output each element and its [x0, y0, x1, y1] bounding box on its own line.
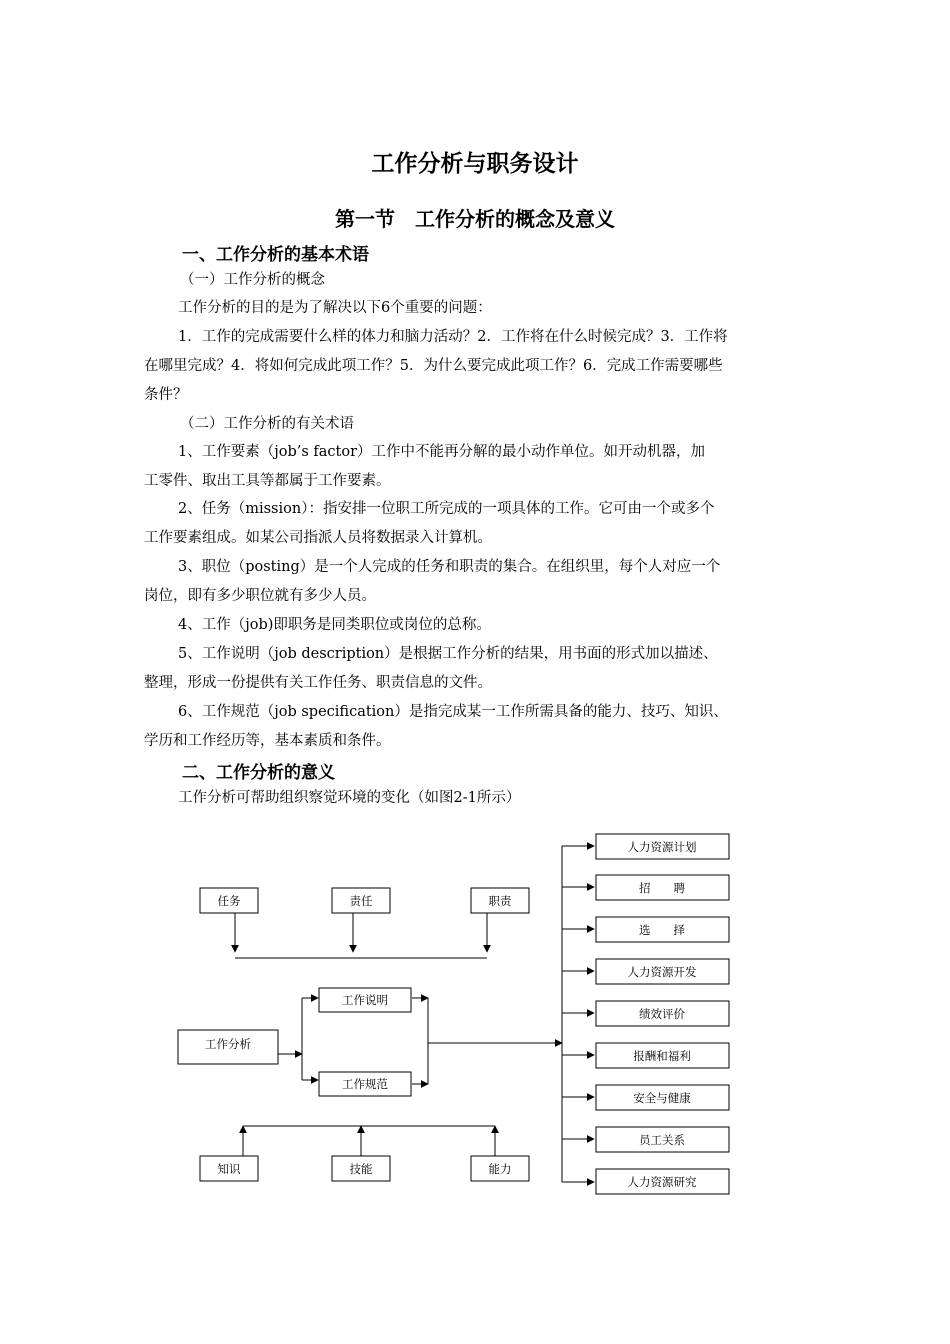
term-mission: 2、任务（mission）：指安排一位职工所完成的一项具体的工作。它可由一个或多个 [178, 501, 715, 517]
subheading-terms: （二）工作分析的有关术语 [180, 416, 354, 432]
section-title: 第一节 工作分析的概念及意义 [335, 207, 615, 231]
paragraph-purpose: 工作分析的目的是为了解决以下6个重要的问题： [178, 300, 492, 316]
input-knowledge-label: 知识 [217, 1162, 241, 1176]
term-job-factor: 1、工作要素（job’s factor）工作中不能再分解的最小动作单位。如开动机器，加 [178, 444, 706, 460]
app-safety-label: 安全与健康 [633, 1091, 691, 1105]
term-job-factor-cont: 工零件、取出工具等都属于工作要素。 [144, 473, 391, 489]
job-analysis-label: 工作分析 [205, 1037, 251, 1051]
app-hr-development-label: 人力资源开发 [627, 965, 697, 979]
heading-significance: 二、工作分析的意义 [182, 763, 335, 783]
heading-basic-terms: 一、工作分析的基本术语 [182, 245, 369, 265]
paragraph-questions-line: 在哪里完成？4．将如何完成此项工作？5．为什么要完成此项工作？6．完成工作需要哪些 [144, 358, 723, 374]
subheading-concept: （一）工作分析的概念 [180, 272, 325, 288]
app-employee-relations-label: 员工关系 [639, 1133, 685, 1147]
app-compensation-label: 报酬和福利 [633, 1049, 691, 1063]
term-posting-cont: 岗位，即有多少职位就有多少人员。 [144, 588, 376, 604]
app-hr-planning-label: 人力资源计划 [627, 840, 697, 854]
paragraph-questions-line: 1．工作的完成需要什么样的体力和脑力活动？2．工作将在什么时候完成？3．工作将 [178, 329, 728, 345]
job-description-label: 工作说明 [342, 993, 388, 1007]
input-task-label: 任务 [217, 894, 241, 908]
job-specification-label: 工作规范 [342, 1077, 388, 1091]
app-selection-label: 选 择 [639, 923, 685, 937]
app-recruitment-label: 招 聘 [639, 881, 685, 895]
term-mission-cont: 工作要素组成。如某公司指派人员将数据录入计算机。 [144, 530, 492, 546]
term-job-description: 5、工作说明（job description）是根据工作分析的结果，用书面的形式加以描述、 [178, 646, 718, 662]
paragraph-figure-intro: 工作分析可帮助组织察觉环境的变化（如图2-1所示） [178, 790, 521, 806]
input-responsibility-label: 责任 [349, 894, 373, 908]
app-hr-research-label: 人力资源研究 [627, 1175, 697, 1189]
term-job-specification-cont: 学历和工作经历等，基本素质和条件。 [144, 733, 391, 749]
document-title: 工作分析与职务设计 [371, 151, 579, 177]
term-job-specification: 6、工作规范（job specification）是指完成某一工作所需具备的能力、技巧、知识、 [178, 704, 728, 720]
input-ability-label: 能力 [488, 1162, 512, 1176]
app-performance-label: 绩效评价 [639, 1007, 685, 1021]
term-job-description-cont: 整理，形成一份提供有关工作任务、职责信息的文件。 [144, 675, 492, 691]
term-posting: 3、职位（posting）是一个人完成的任务和职责的集合。在组织里，每个人对应一个 [178, 559, 721, 575]
input-skill-label: 技能 [349, 1162, 373, 1176]
term-job: 4、工作（job)即职务是同类职位或岗位的总称。 [178, 617, 491, 633]
input-duty-label: 职责 [488, 894, 512, 908]
paragraph-questions-line: 条件？ [144, 387, 188, 403]
